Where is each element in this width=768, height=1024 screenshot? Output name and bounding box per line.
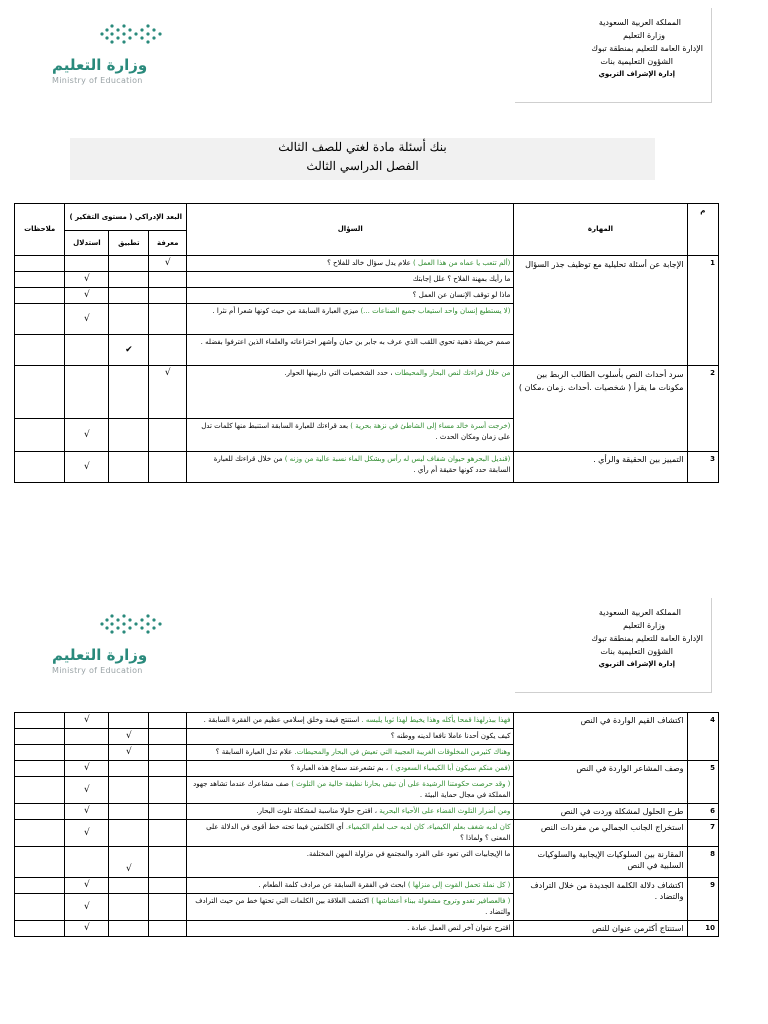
check-mark: √ (65, 713, 109, 729)
page-title: بنك أسئلة مادة لغتي للصف الثالث (278, 140, 447, 154)
skill-cell: وصف المشاعر الواردة في النص (514, 761, 687, 804)
question-cell: كيف يكون أحدنا عاملا نافعا لدينه ووطنه ؟ (187, 729, 514, 745)
check-mark: √ (149, 256, 187, 272)
row-number: 7 (687, 820, 718, 847)
table-row (15, 713, 719, 729)
table-row (15, 452, 719, 483)
question-bank-table-2 (14, 712, 719, 937)
header-question: السؤال (187, 204, 514, 256)
logo-english: Ministry of Education (52, 76, 143, 85)
question-cell: ما رأيك بمهنة الفلاح ؟ علل إجابتك (187, 272, 514, 288)
check-mark: √ (109, 847, 149, 878)
check-mark: √ (109, 729, 149, 745)
header-num: م (687, 204, 718, 256)
header-line: الإدارة العامة للتعليم بمنطقة تبوك (591, 44, 703, 53)
question-cell: صمم خريطة ذهنية تحوي اللقب الذي عرف به جابر بن حيان وأشهر اختراعاته والعلماء الذين اعترفوا بفضله . (187, 335, 514, 366)
title-box (70, 138, 655, 180)
header-notes: ملاحظات (15, 204, 65, 256)
table-row (15, 256, 719, 272)
skill-cell: اكتشاف دلالة الكلمة الجديدة من خلال الترادف والتضاد . (514, 878, 687, 921)
question-cell: ( كل نملة تحمل القوت إلى منزلها ) ابحث في الفقرة السابقة عن مرادف كلمة الطعام . (187, 878, 514, 894)
header-line: الشؤون التعليمية بنات (600, 57, 673, 66)
question-cell: (لا يستطيع إنسان واحد استيعاب جميع الصناعات ...) ميزي العبارة السابقة من حيث كونها شعرا أم نثرا . (187, 304, 514, 335)
check-mark: √ (65, 777, 109, 804)
row-number: 9 (687, 878, 718, 921)
skill-cell: الإجابة عن أسئلة تحليلية مع توظيف جذر السؤال (514, 256, 687, 366)
table-row (15, 804, 719, 820)
table-row (15, 878, 719, 894)
ministry-header (515, 598, 712, 693)
question-bank-table (14, 203, 719, 483)
row-number: 6 (687, 804, 718, 820)
row-number: 1 (687, 256, 718, 366)
header-line: المملكة العربية السعودية (598, 18, 681, 27)
skill-cell: التمييز بين الحقيقة والرأي . (514, 452, 687, 483)
skill-cell: سرد أحداث النص بأسلوب الطالب الربط بين مكونات ما يقرأ ( شخصيات .أحداث .زمان ،مكان ) (514, 366, 687, 452)
logo-arabic: وزارة التعليم (52, 646, 148, 664)
check-mark: √ (65, 452, 109, 483)
skill-cell: استنتاج أكثرمن عنوان للنص (514, 921, 687, 937)
check-mark: √ (65, 820, 109, 847)
header-line: الإدارة العامة للتعليم بمنطقة تبوك (591, 634, 703, 643)
header-inference: استدلال (65, 231, 109, 256)
header-line: وزارة التعليم (623, 621, 665, 630)
logo-dots-icon (98, 22, 168, 52)
row-number: 3 (687, 452, 718, 483)
ministry-header (515, 8, 712, 103)
skill-cell: اكتشاف القيم الواردة في النص (514, 713, 687, 761)
table-row (15, 847, 719, 878)
table-row (15, 366, 719, 419)
header-line: المملكة العربية السعودية (598, 608, 681, 617)
check-mark: √ (65, 304, 109, 335)
check-mark: √ (65, 288, 109, 304)
row-number: 5 (687, 761, 718, 804)
question-cell: كان لديه شغف بعلم الكيمياء، كان لديه حب لعلم الكيمياء. أي الكلمتين فيما تحته خط أقوى في الدلالة على المعنى ؟ ولماذا ؟ (187, 820, 514, 847)
row-number: 8 (687, 847, 718, 878)
question-cell: فهذا ببذرلهذا قمحا يأكله وهذا يخيط لهذا ثوبا يلبسه . استنتج قيمة وخلق إسلامي عظيم من الفقرة السابقة . (187, 713, 514, 729)
question-cell: (قنديل البحرهو حيوان شفاف ليس له رأس وبشكل الماء نسبة عالية من وزنه ) من خلال قراءتك للعبارة السابقة حدد كونها حقيقة أم رأي . (187, 452, 514, 483)
header-line: إدارة الإشراف التربوي (598, 70, 675, 78)
header-knowledge: معرفة (149, 231, 187, 256)
page-subtitle: الفصل الدراسي الثالث (306, 159, 419, 173)
ministry-logo (50, 612, 160, 680)
check-mark: √ (109, 745, 149, 761)
check-mark: √ (65, 419, 109, 452)
header-skill: المهارة (514, 204, 687, 256)
question-cell: اقترح عنوان آخر لنص العمل عبادة . (187, 921, 514, 937)
check-mark: √ (65, 894, 109, 921)
table-row (15, 820, 719, 847)
check-mark: √ (65, 761, 109, 777)
question-cell: ماذا لو توقف الإنسان عن العمل ؟ (187, 288, 514, 304)
header-line: إدارة الإشراف التربوي (598, 660, 675, 668)
check-mark: ✔ (109, 335, 149, 366)
check-mark: √ (149, 366, 187, 419)
header-line: وزارة التعليم (623, 31, 665, 40)
row-number: 4 (687, 713, 718, 761)
question-cell: ( فالعصافير تغدو وتروح مشغولة ببناء أعشاشها ) اكتشف العلاقة بين الكلمات التي تحتها خط من حيث الترادف والتضاد . (187, 894, 514, 921)
question-cell: من خلال قراءتك لنص البحار والمحيطات ، حدد الشخصيات التي داربينها الحوار. (187, 366, 514, 419)
question-cell: ومن أضرار التلوث القضاء على الأحياء البحرية ، اقترح حلولا مناسبة لمشكلة تلوث البحار. (187, 804, 514, 820)
check-mark: √ (65, 878, 109, 894)
logo-english: Ministry of Education (52, 666, 143, 675)
question-cell: (خرجت أسرة خالد مساء إلى الشاطئ في نزهة بحرية ) بعد قراءتك للعبارة السابقة استنبط منها كلمات تدل على زمان ومكان الحدث . (187, 419, 514, 452)
check-mark: √ (65, 921, 109, 937)
row-number: 10 (687, 921, 718, 937)
row-number: 2 (687, 366, 718, 452)
check-mark: √ (65, 272, 109, 288)
ministry-logo (50, 22, 160, 90)
header-application: تطبيق (109, 231, 149, 256)
header-line: الشؤون التعليمية بنات (600, 647, 673, 656)
question-cell: ( وقد حرصت حكومتنا الرشيدة على أن تبقى بحارنا نظيفة خالية من التلوث ) صف مشاعرك عندما تشاهد جهود المملكة في مجال حماية البيئة . (187, 777, 514, 804)
question-cell: (فمن منكم سيكون أبا الكيمياء السعودي ) ، بم تشعرعند سماع هذه العبارة ؟ (187, 761, 514, 777)
skill-cell: المقارنة بين السلوكيات الإيجابية والسلوكيات السلبية في النص (514, 847, 687, 878)
check-mark: √ (65, 804, 109, 820)
question-cell: وهناك كثيرمن المخلوقات الغريبة العجيبة التي تعيش في البحار والمحيطات. علام تدل العبارة السابقة ؟ (187, 745, 514, 761)
header-dimension: البعد الإدراكي ( مستوى التفكير ) (65, 204, 187, 231)
skill-cell: طرح الحلول لمشكلة وردت في النص (514, 804, 687, 820)
table-row (15, 761, 719, 777)
logo-dots-icon (98, 612, 168, 642)
skill-cell: استخراج الجانب الجمالي من مفردات النص (514, 820, 687, 847)
table-row (15, 921, 719, 937)
logo-arabic: وزارة التعليم (52, 56, 148, 74)
question-cell: (ألم تتعب يا عماه من هذا العمل ) علام يدل سؤال خالد للفلاح ؟ (187, 256, 514, 272)
question-cell: ما الإيجابيات التي تعود على الفرد والمجتمع في مزاولة المهن المختلفة. (187, 847, 514, 878)
